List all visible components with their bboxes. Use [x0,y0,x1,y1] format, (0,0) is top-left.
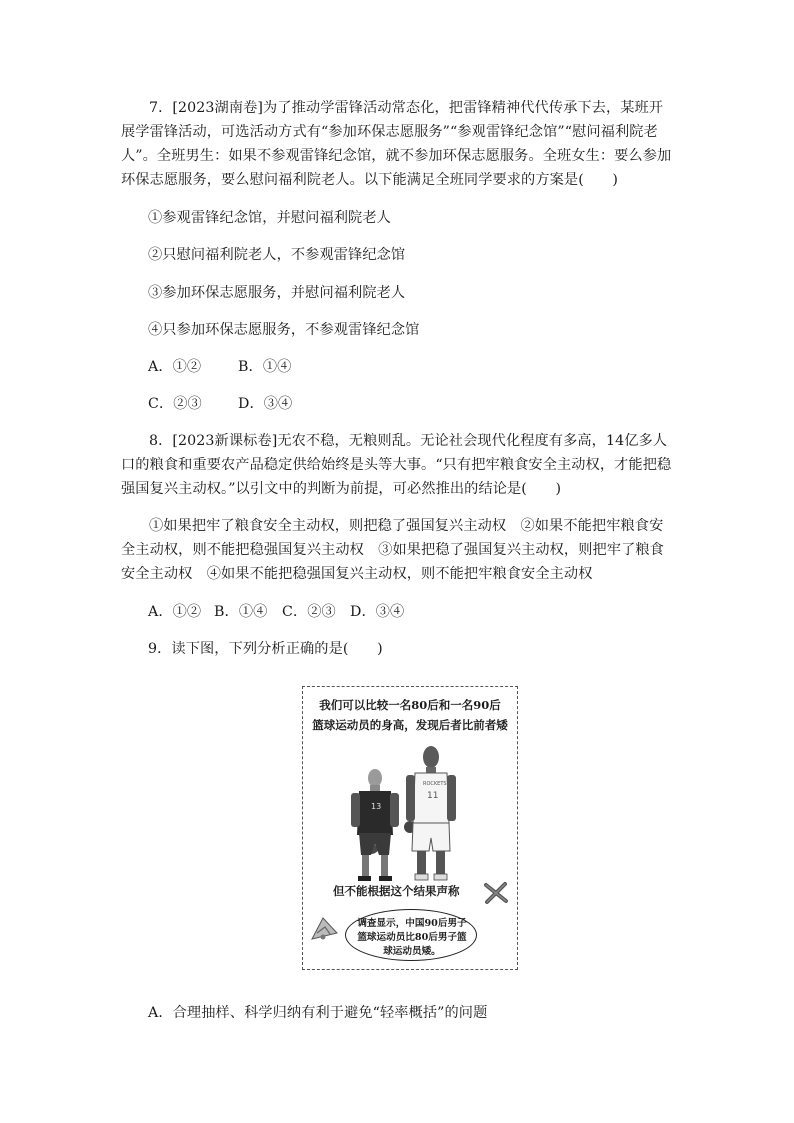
q8-choice-a[interactable]: A．①② [148,604,202,620]
q9-stem: 9．读下图，下列分析正确的是( ) [148,641,383,657]
q8-choice-d[interactable]: D．③④ [350,604,405,620]
q7-choices-row2 [148,392,688,416]
q7-item-2: ②只慰问福利院老人，不参观雷锋纪念馆 [148,247,406,263]
q7-choice-d[interactable]: D．③④ [238,396,293,412]
bubble-line-2: 篮球运动员比80后男子篮 [357,932,467,943]
q9-cartoon-figure [302,686,518,970]
q7-choice-c[interactable]: C．②③ [148,396,202,412]
megaphone-icon [309,915,341,943]
q8-choice-c[interactable]: C．②③ [282,604,336,620]
speech-bubble [345,909,477,961]
player-small [351,769,399,881]
q8-stem: 8．[2023新课标卷]无农不稳，无粮则乱。无论社会现代化程度有多高，14亿多人口的粮食和重要农产品稳定供给始终是头等大事。“只有把牢粮食安全主动权，才能把稳强国复兴主动权。”以引文中的判断为前提，可必然推出的结论是( ) [121,433,672,497]
figure-top-line-1: 我们可以比较一名80后和一名90后 [319,698,501,712]
q7-item-3: ③参加环保志愿服务，并慰问福利院老人 [148,285,406,301]
cross-mark-icon [483,881,509,905]
bubble-line-3: 球运动员矮。 [383,946,441,957]
figure-caption: 但不能根据这个结果声称 [333,884,460,898]
figure-top-line-2: 篮球运动员的身高，发现后者比前者矮 [312,718,508,732]
q7-choice-b[interactable]: B．①④ [238,359,292,375]
player-tall-jersey-text: ROCKETS [423,781,447,787]
basketball-players-illustration [323,743,493,883]
q8-items: ①如果把牢了粮食安全主动权，则把稳了强国复兴主动权 ②如果不能把牢粮食安全主动权，则不能把稳强国复兴主动权 ③如果把稳了强国复兴主动权，则把牢了粮食安全主动权 ④如果不能把稳强国复兴主动权，则不能把牢粮食安全主动权 [121,518,664,582]
q7-item-1: ①参观雷锋纪念馆，并慰问福利院老人 [148,210,391,226]
player-tall-number: 11 [427,791,439,801]
q8-choice-b[interactable]: B．①④ [214,604,268,620]
q9-option-a[interactable]: A．合理抽样、科学归纳有利于避免“轻率概括”的问题 [148,1005,488,1021]
player-tall [404,746,456,880]
player-small-number: 13 [371,802,382,811]
q7-item-4: ④只参加环保志愿服务，不参观雷锋纪念馆 [148,322,420,338]
q8-choices [148,600,688,624]
q7-choice-a[interactable]: A．①② [148,359,202,375]
q7-stem: 7．[2023湖南卷]为了推动学雷锋活动常态化，把雷锋精神代代传承下去，某班开展学雷锋活动，可选活动方式有“参加环保志愿服务”“参观雷锋纪念馆”“慰问福利院老人”。全班男生：如果不参观雷锋纪念馆，就不参加环保志愿服务。全班女生：要么参加环保志愿服务，要么慰问福利院老人。以下能满足全班同学要求的方案是( ) [121,100,672,188]
bubble-line-1: 调查显示，中国90后男子 [357,918,467,929]
q7-choices-row1 [148,355,688,379]
